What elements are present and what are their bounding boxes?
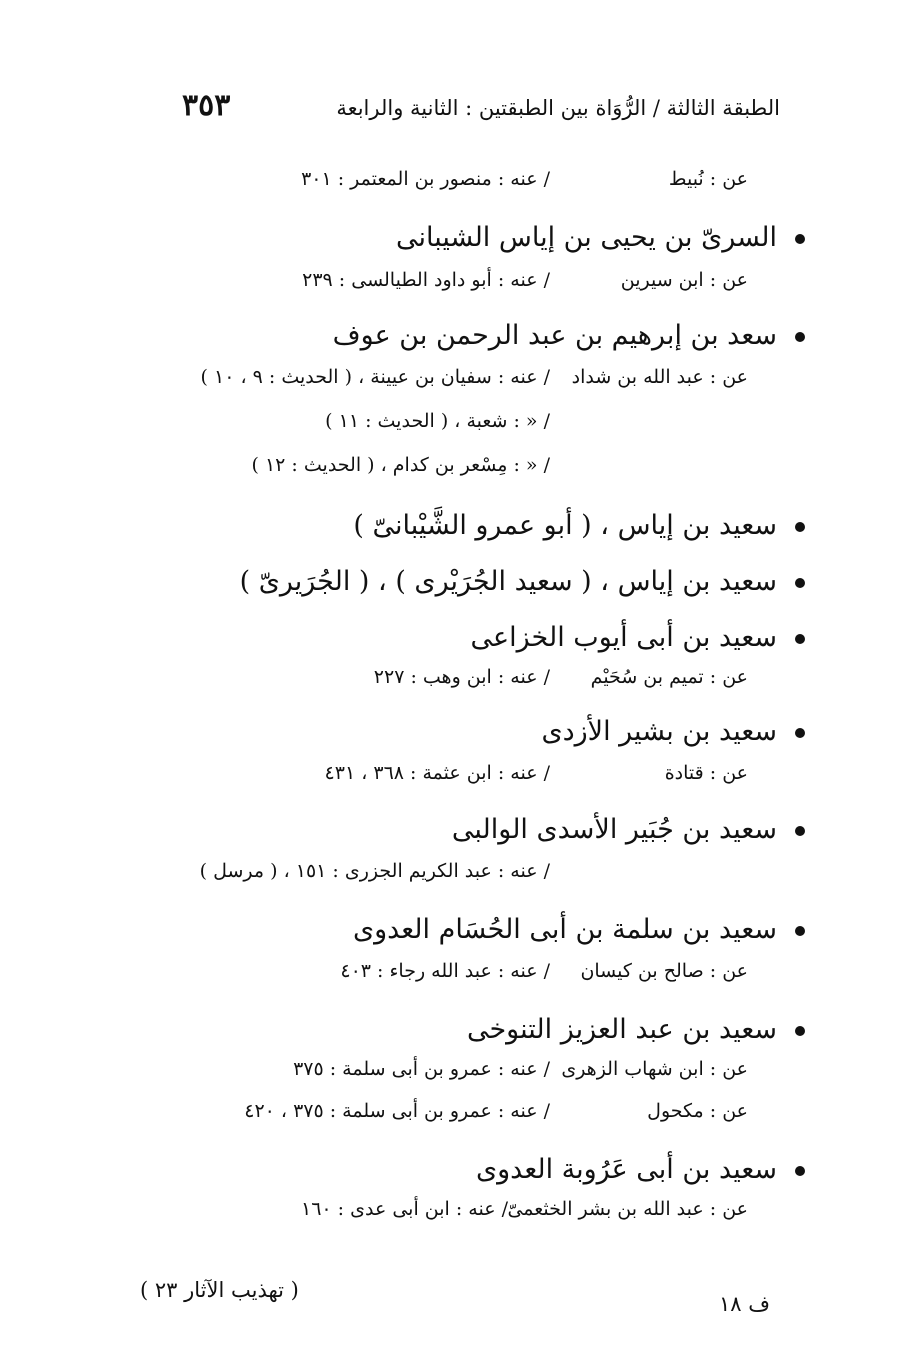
to-text: / عنه : ابن عثمة : ٣٦٨ ، ٤٣١ [324, 762, 550, 784]
bullet-icon [795, 634, 805, 644]
signature-mark: ف ١٨ [718, 1292, 770, 1316]
from-text: عن : قتادة [664, 762, 748, 784]
from-text: عن : تميم بن سُحَيْم [590, 666, 748, 688]
narrator-name: سعيد بن سلمة بن أبى الحُسَام العدوى [352, 914, 777, 945]
narrator-name: سعيد بن جُبَير الأسدى الوالبى [451, 814, 777, 845]
to-text: / عنه : منصور بن المعتمر : ٣٠١ [301, 168, 550, 190]
narrator-entry [353, 914, 805, 945]
to-text: / عنه : عمرو بن أبى سلمة : ٣٧٥ [293, 1058, 550, 1080]
from-text: عن : نُبيط [668, 168, 748, 190]
bullet-icon [795, 234, 805, 244]
to-text: / « : شعبة ، ( الحديث : ١١ ) [325, 410, 550, 432]
bullet-icon [795, 1166, 805, 1176]
to-text: / عنه : عبد الله رجاء : ٤٠٣ [340, 960, 550, 982]
from-text: عن : مكحول [647, 1100, 748, 1122]
from-text: عن : ابن سيرين [620, 269, 748, 291]
narrator-entry [396, 222, 805, 253]
to-text: / عنه : عمرو بن أبى سلمة : ٣٧٥ ، ٤٢٠ [244, 1100, 550, 1122]
bullet-icon [795, 826, 805, 836]
narrator-entry [353, 510, 805, 541]
from-text: عن : عبد الله بن بشر الخثعمىّ [507, 1198, 748, 1220]
narrator-entry [467, 1014, 805, 1045]
narrator-entry [452, 814, 805, 845]
to-text: / عنه : أبو داود الطيالسى : ٢٣٩ [302, 269, 550, 291]
running-title: الطبقة الثالثة / الرُّوَاة بين الطبقتين : الثانية والرابعة [336, 96, 780, 120]
narrator-entry [541, 716, 805, 747]
narrator-entry [476, 1154, 805, 1185]
narrator-name: سعيد بن إياس ، ( سعيد الجُرَيْرى ) ، ( الجُرَيرىّ ) [239, 566, 777, 597]
bullet-icon [795, 926, 805, 936]
bullet-icon [795, 1026, 805, 1036]
narrator-name: سعيد بن أبى أيوب الخزاعى [470, 622, 777, 653]
to-text: / عنه : سفيان بن عيينة ، ( الحديث : ٩ ، ١٠ ) [200, 366, 550, 388]
bullet-icon [795, 332, 805, 342]
from-text: عن : صالح بن كيسان [580, 960, 748, 982]
narrator-name: سعيد بن بشير الأزدى [541, 716, 777, 747]
narrator-name: سعيد بن عبد العزيز التنوخى [466, 1014, 777, 1045]
bullet-icon [795, 578, 805, 588]
narrator-name: سعيد بن إياس ، ( أبو عمرو الشَّيْبانىّ ) [353, 510, 777, 541]
from-text: عن : عبد الله بن شداد [571, 366, 748, 388]
narrator-entry [240, 566, 805, 597]
narrator-entry [471, 622, 805, 653]
book-title-footer: ( تهذيب الآثار ٢٣ ) [140, 1278, 299, 1302]
narrator-name: سعيد بن أبى عَرُوبة العدوى [475, 1154, 777, 1185]
narrator-name: السرىّ بن يحيى بن إياس الشيبانى [395, 222, 777, 253]
narrator-name: سعد بن إبرهيم بن عبد الرحمن بن عوف [332, 320, 777, 351]
bullet-icon [795, 728, 805, 738]
from-text: عن : ابن شهاب الزهرى [561, 1058, 748, 1080]
to-text: / « : مِسْعر بن كدام ، ( الحديث : ١٢ ) [251, 454, 550, 476]
page-number: ٣٥٣ [182, 88, 231, 123]
narrator-entry [333, 320, 805, 351]
to-text: / عنه : عبد الكريم الجزرى : ١٥١ ، ( مرسل ) [199, 860, 550, 882]
to-text: / عنه : ابن أبى عدى : ١٦٠ [301, 1198, 508, 1220]
bullet-icon [795, 522, 805, 532]
to-text: / عنه : ابن وهب : ٢٢٧ [373, 666, 550, 688]
